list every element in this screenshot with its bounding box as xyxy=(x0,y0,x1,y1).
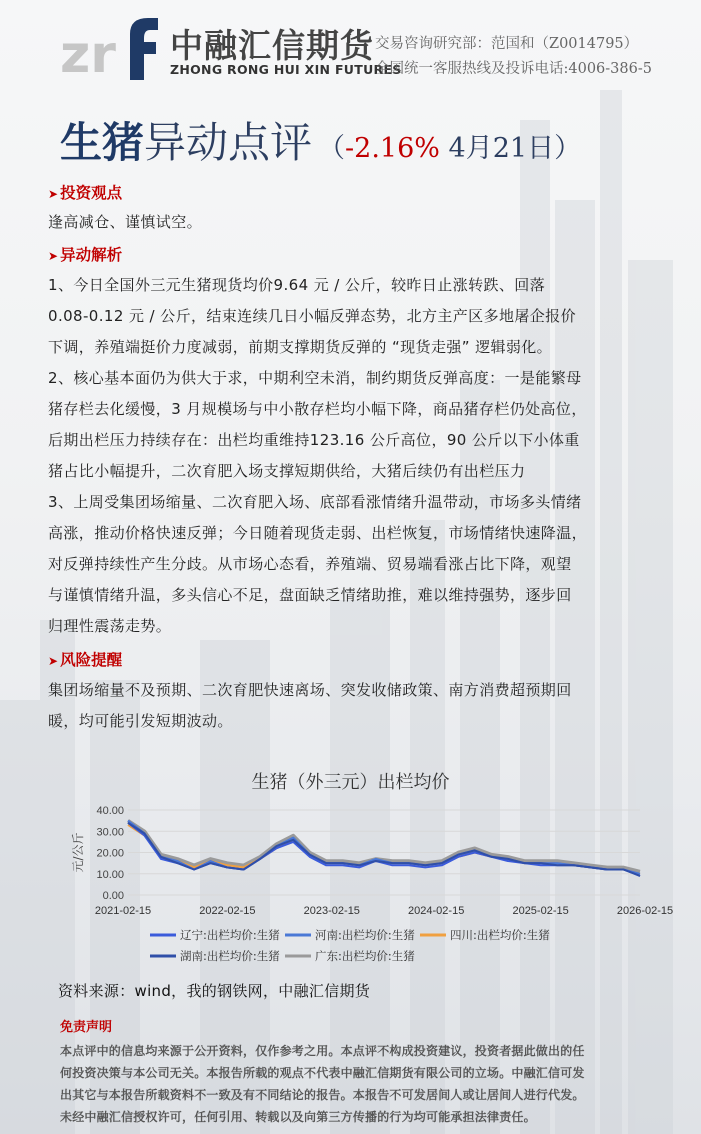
y-tick-label: 30.00 xyxy=(96,826,124,839)
risk-line: 暖，均可能引发短期波动。 xyxy=(48,712,233,730)
disclaimer-line: 出其它与本报告所载资料不一致及有不同结论的报告。本报告不可发居间人或让居间人进行代发。 xyxy=(60,1088,585,1102)
legend-label: 四川:出栏均价:生猪 xyxy=(450,928,550,942)
y-tick-label: 40.00 xyxy=(96,805,124,817)
company-name-cn: 中融汇信期货 xyxy=(170,26,374,65)
analysis-line: 0.08-0.12 元 / 公斤，结束连续几日小幅反弹态势，北方主产区多地屠企报价 xyxy=(48,307,576,325)
x-tick-label: 2026-02-15 xyxy=(616,905,674,917)
series-line-2 xyxy=(128,825,640,874)
header-contact xyxy=(375,32,695,82)
analysis-line: 猪占比小幅提升，二次育肥入场支撑短期供给，大猪后续仍有出栏压力 xyxy=(48,462,526,480)
x-tick-label: 2023-02-15 xyxy=(303,905,360,917)
section-head-analysis xyxy=(48,243,122,265)
y-tick-label: 10.00 xyxy=(96,868,124,881)
price-line-chart xyxy=(60,795,674,975)
chart-title: 生猪（外三元）出栏均价 xyxy=(251,772,450,793)
section-head-risk xyxy=(48,648,122,670)
disclaimer-line: 未经中融汇信授权许可，任何引用、转载以及向第三方传播的行为均可能承担法律责任。 xyxy=(60,1110,536,1124)
x-tick-label: 2021-02-15 xyxy=(94,905,152,917)
x-tick-label: 2024-02-15 xyxy=(408,905,465,917)
zrf-logo-icon xyxy=(60,12,160,85)
section-head-analysis-label: 异动解析 xyxy=(60,246,123,264)
page-title xyxy=(60,110,581,170)
title-main: 生猪 xyxy=(60,118,145,167)
title-sub: 异动点评 xyxy=(144,118,313,167)
price-change: -2.16% xyxy=(345,133,440,164)
triangle-bullet-icon: ➤ xyxy=(48,654,59,668)
title-meta xyxy=(318,133,581,164)
section-head-view xyxy=(48,181,122,203)
legend-label: 河南:出栏均价:生猪 xyxy=(315,928,415,942)
analysis-line: 高涨，推动价格快速反弹；今日随着现货走弱、出栏恢复，市场情绪快速降温， xyxy=(48,524,588,542)
analysis-body xyxy=(48,270,648,642)
title-paren-close: ） xyxy=(554,133,582,164)
svg-text:zr: zr xyxy=(60,25,116,85)
analysis-line: 对反弹持续性产生分歧。从市场心态看，养殖端、贸易端看涨占比下降，观望 xyxy=(48,555,572,573)
analysis-line: 下调，养殖端挺价力度减弱，前期支撑期货反弹的 “现货走强” 逻辑弱化。 xyxy=(48,338,553,356)
risk-line: 集团场缩量不及预期、二次育肥快速离场、突发收储政策、南方消费超预期回 xyxy=(48,681,572,699)
disclaimer-body xyxy=(60,1040,650,1128)
y-axis-label: 元/公斤 xyxy=(71,832,85,873)
view-body: 逢高减仓、谨慎试空。 xyxy=(48,213,203,231)
x-tick-label: 2025-02-15 xyxy=(512,905,569,917)
legend-label: 广东:出栏均价:生猪 xyxy=(315,949,415,963)
disclaimer-line: 何投资决策与本公司无关。本报告所载的观点不代表中融汇信期货有限公司的立场。中融汇信可发 xyxy=(60,1066,585,1080)
analysis-line: 3、上周受集团场缩量、二次育肥入场、底部看涨情绪升温带动，市场多头情绪 xyxy=(48,493,582,511)
title-paren-open: （ xyxy=(318,133,346,164)
x-tick-label: 2022-02-15 xyxy=(199,905,256,917)
section-head-risk-label: 风险提醒 xyxy=(60,651,123,669)
risk-body xyxy=(48,675,648,737)
analysis-line: 后期出栏压力持续存在：出栏均重维持123.16 公斤高位，90 公斤以下小体重 xyxy=(48,431,580,449)
analysis-line: 与谨慎情绪升温，多头信心不足，盘面缺乏情绪助推，难以维持强势，逐步回 xyxy=(48,586,572,604)
analyst-line: 交易咨询研究部：范国和（Z0014795） xyxy=(375,36,639,52)
analysis-line: 1、今日全国外三元生猪现货均价9.64 元 / 公斤，较昨日止涨转跌、回落 xyxy=(48,276,546,294)
title-date: 4月21日 xyxy=(448,133,555,164)
disclaimer-line: 本点评中的信息均来源于公开资料，仅作参考之用。本点评不构成投资建议，投资者据此做出的任 xyxy=(60,1044,585,1058)
y-tick-label: 20.00 xyxy=(96,847,124,860)
y-tick-label: 0.00 xyxy=(102,890,124,902)
company-name-en: ZHONG RONG HUI XIN FUTURES xyxy=(170,62,402,77)
analysis-line: 2、核心基本面仍为供大于求，中期利空未消，制约期货反弹高度：一是能繁母 xyxy=(48,369,582,387)
legend-label: 湖南:出栏均价:生猪 xyxy=(180,949,280,963)
hotline-line: 全国统一客服热线及投诉电话:4006-386-5 xyxy=(375,61,652,77)
triangle-bullet-icon: ➤ xyxy=(48,249,59,263)
analysis-line: 归理性震荡走势。 xyxy=(48,617,172,635)
legend-label: 辽宁:出栏均价:生猪 xyxy=(180,928,280,942)
data-source: 资料来源：wind，我的钢铁网，中融汇信期货 xyxy=(58,982,371,1000)
disclaimer-title: 免责声明 xyxy=(60,1020,113,1035)
section-head-view-label: 投资观点 xyxy=(60,184,123,202)
analysis-line: 猪存栏去化缓慢，3 月规模场与中小散存栏均小幅下降，商品猪存栏仍处高位， xyxy=(48,400,587,418)
triangle-bullet-icon: ➤ xyxy=(48,187,59,201)
